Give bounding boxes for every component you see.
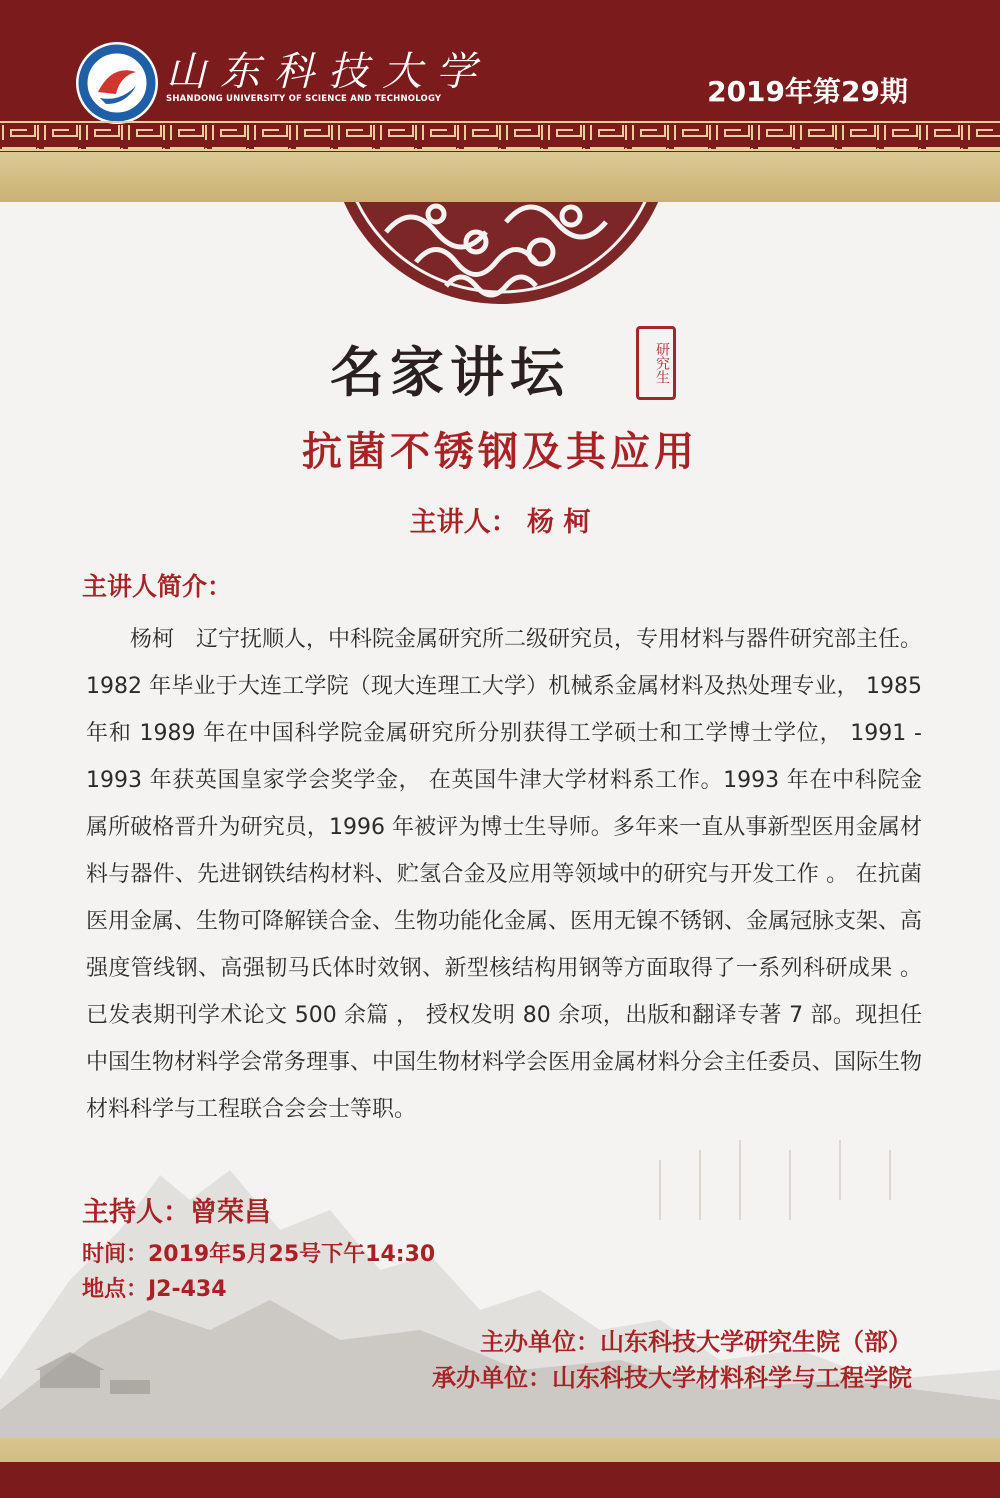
fret-pattern-border bbox=[0, 120, 1000, 152]
gold-band bbox=[0, 152, 1000, 202]
university-name: 山东科技大学 bbox=[166, 49, 490, 95]
event-location: 地点：J2-434 bbox=[82, 1277, 227, 1302]
university-english-name: SHANDONG UNIVERSITY OF SCIENCE AND TECHNOLOGY bbox=[166, 94, 442, 104]
speaker-name: 主讲人： 杨 柯 bbox=[409, 507, 591, 538]
issue-number: 2019年第29期 bbox=[707, 75, 908, 108]
footer-red-band bbox=[0, 1462, 1000, 1498]
intro-heading: 主讲人简介： bbox=[82, 572, 233, 601]
lecture-title: 抗菌不锈钢及其应用 bbox=[302, 429, 698, 475]
forum-title: 名家讲坛 bbox=[330, 341, 570, 404]
co-organizer: 承办单位：山东科技大学材料科学与工程学院 bbox=[432, 1364, 912, 1392]
host-name: 主持人：曾荣昌 bbox=[82, 1197, 271, 1228]
event-time: 时间：2019年5月25号下午14:30 bbox=[82, 1242, 436, 1267]
header-banner bbox=[0, 0, 1000, 152]
university-logo-icon bbox=[76, 42, 158, 124]
graduate-seal: 研究生 bbox=[636, 326, 676, 400]
organizer: 主办单位：山东科技大学研究生院（部） bbox=[480, 1328, 912, 1356]
speaker-bio: 杨柯 辽宁抚顺人，中科院金属研究所二级研究员，专用材料与器件研究部主任。 1982 年毕业于大连工学院（现大连理工大学）机械系金属材料及热处理专业， 1985 年和 1989 年在中国科学院金属研究所分别获得工学硕士和工学博士学位， 1991 - 1993 年获英国皇家学会奖学金， 在英国牛津大学材料系工作。1993 年在中科院金属所破格晋升为研究员，1996 年被评为博士生导师。多年来一直从事新型医用金属材料与器件、先进钢铁结构材料、贮氢合金及应用等领域中的研究与开发工作 。 在抗菌医用金属、生物可降解镁合金、生物功能化金属、医用无镍不锈钢、金属冠脉支架、高强度管线钢、高强韧马氏体时效钢、新型核结构用钢等方面取得了一系列科研成果 。已发表期刊学术论文 500 余篇 ， 授权发明 80 余项，出版和翻译专著 7 部。现担任中国生物材料学会常务理事、中国生物材料学会医用金属材料分会主任委员、国际生物材料科学与工程联合会会士等职。 bbox=[86, 627, 923, 1122]
cloud-pattern-medallion bbox=[326, 202, 676, 306]
